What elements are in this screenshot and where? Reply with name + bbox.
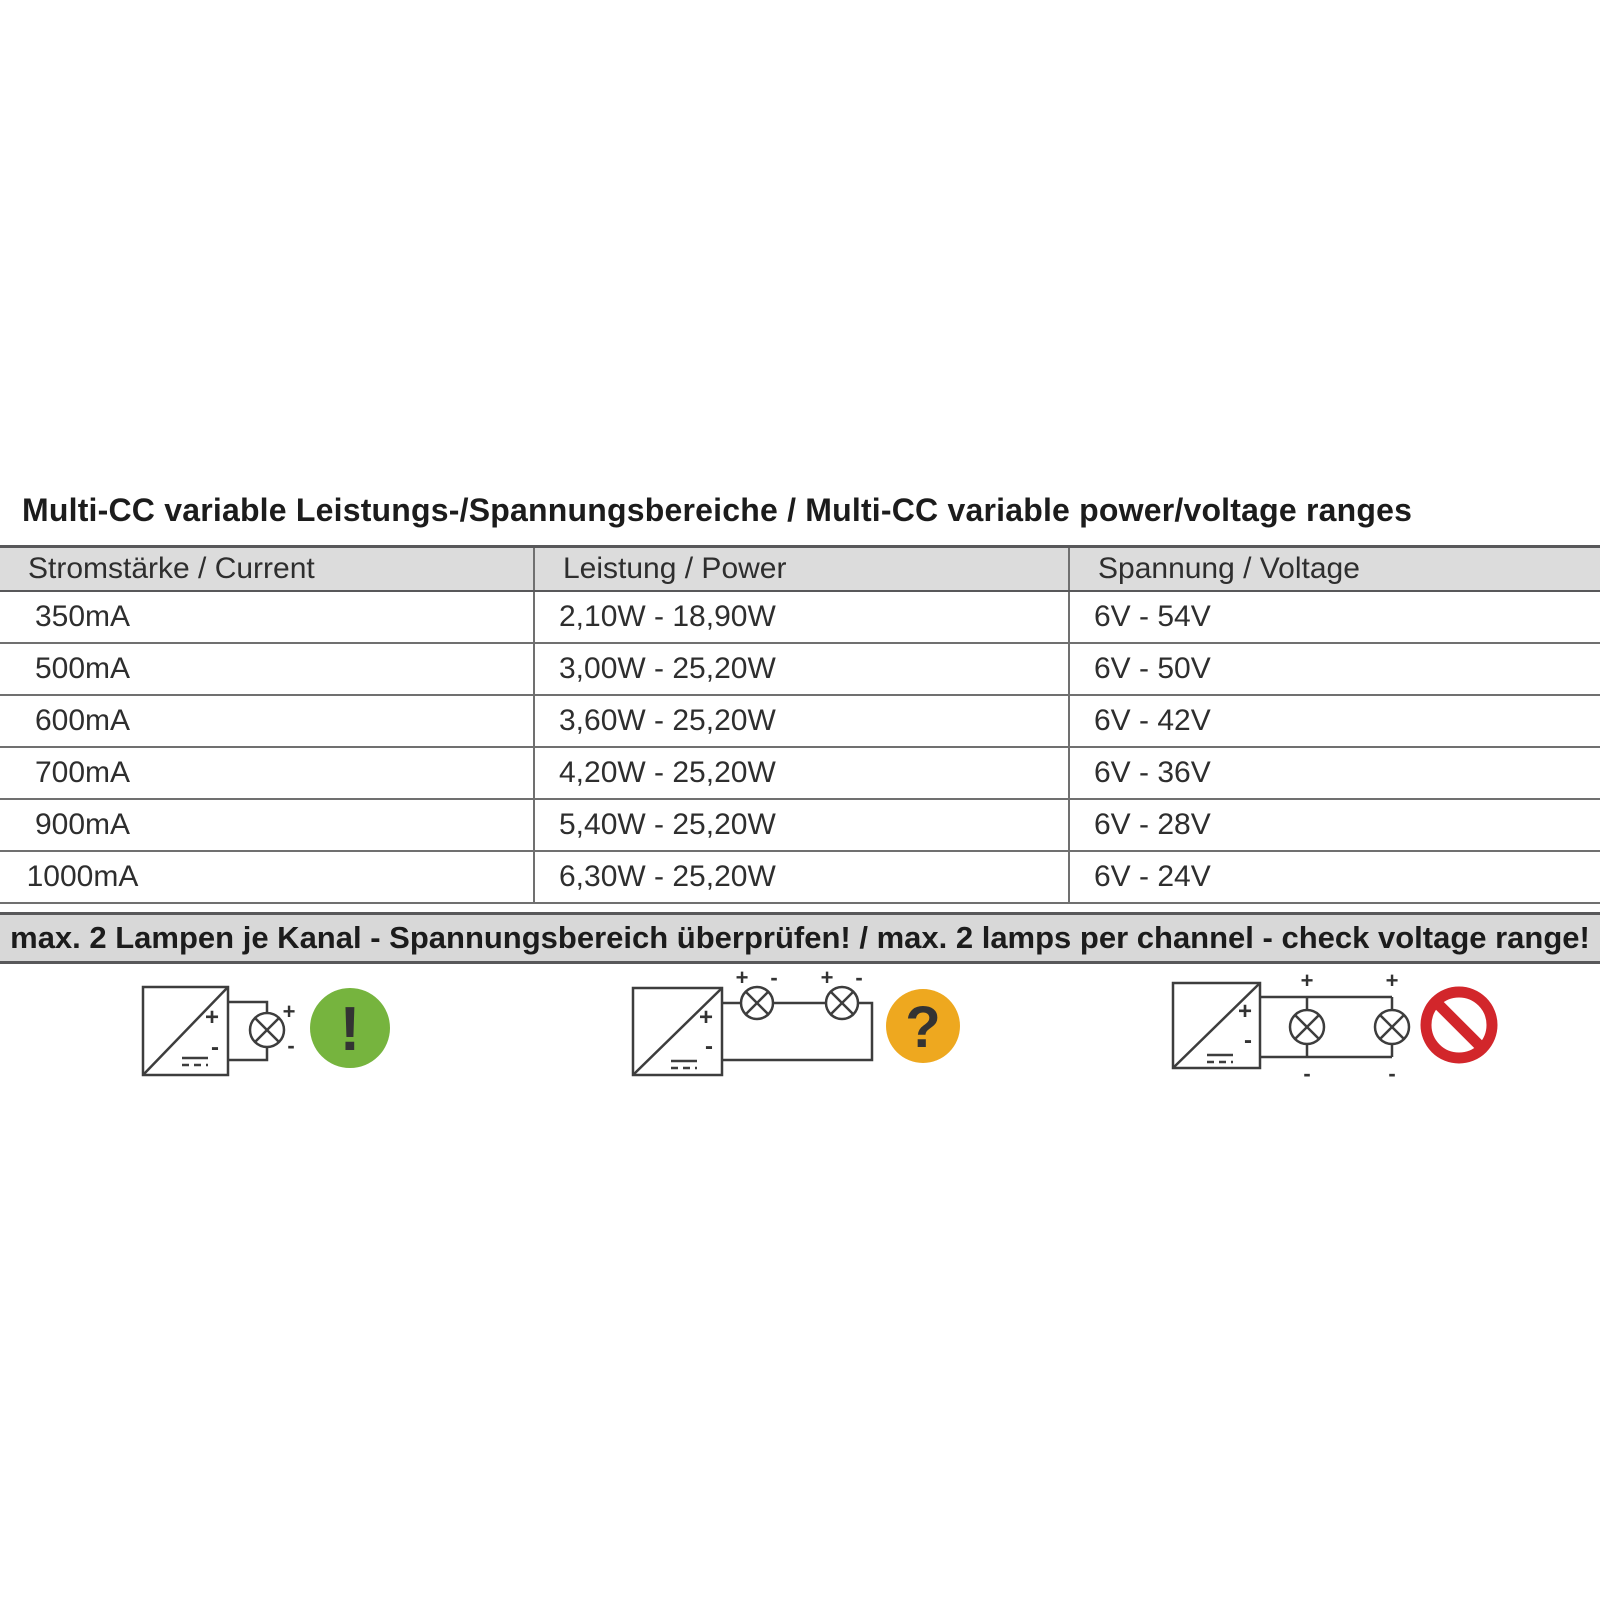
column-header-current: Stromstärke / Current (0, 547, 534, 592)
minus-label: - (770, 965, 778, 990)
minus-label: - (1388, 1061, 1396, 1086)
cell-power: 5,40W - 25,20W (534, 799, 1069, 851)
wiring-diagrams (0, 955, 1600, 1125)
table-row (0, 747, 1600, 799)
diagram-two-lamps-parallel-forbidden (1173, 968, 1492, 1086)
cell-power: 3,00W - 25,20W (534, 643, 1069, 695)
no-entry-slash (1436, 1002, 1482, 1048)
page-title: Multi-CC variable Leistungs-/Spannungsbereiche / Multi-CC variable power/voltage ranges (22, 492, 1413, 528)
table-row (0, 851, 1600, 903)
plus-label: + (1300, 968, 1314, 993)
warning-text: max. 2 Lampen je Kanal - Spannungsbereich überprüfen! / max. 2 lamps per channel - check voltage range! (10, 920, 1590, 955)
no-entry-icon (1426, 992, 1492, 1058)
cell-current: 700mA (34, 756, 131, 789)
table-row (0, 591, 1600, 643)
minus-label: - (211, 1034, 219, 1061)
plus-label: + (1237, 998, 1253, 1025)
minus-label: - (855, 965, 863, 990)
cell-current: 900mA (34, 808, 131, 841)
cell-current: 1000mA (26, 860, 139, 893)
cell-voltage: 6V - 42V (1069, 695, 1600, 747)
minus-label: - (705, 1033, 713, 1060)
plus-label: + (204, 1004, 220, 1031)
exclamation-glyph: ! (339, 995, 361, 1064)
plus-label: + (1385, 968, 1399, 993)
table-row (0, 799, 1600, 851)
cell-power: 4,20W - 25,20W (534, 747, 1069, 799)
plus-label: + (735, 965, 749, 990)
cell-voltage: 6V - 50V (1069, 643, 1600, 695)
table-row (0, 643, 1600, 695)
cell-current: 600mA (34, 704, 131, 737)
cell-power: 2,10W - 18,90W (534, 591, 1069, 643)
cell-voltage: 6V - 24V (1069, 851, 1600, 903)
table-header-row (0, 547, 1600, 592)
power-voltage-table (0, 545, 1600, 904)
cell-current: 500mA (34, 652, 131, 685)
question-glyph: ? (905, 995, 941, 1060)
diagram-two-lamps-series-caution (633, 965, 960, 1075)
plus-label: + (820, 965, 834, 990)
minus-label: - (1244, 1027, 1252, 1054)
cell-current: 350mA (34, 600, 131, 633)
cell-power: 3,60W - 25,20W (534, 695, 1069, 747)
diagram-single-lamp-ok (143, 987, 390, 1075)
plus-label: + (282, 999, 296, 1024)
cell-voltage: 6V - 54V (1069, 591, 1600, 643)
table-row (0, 695, 1600, 747)
column-header-power: Leistung / Power (534, 547, 1069, 592)
cell-power: 6,30W - 25,20W (534, 851, 1069, 903)
cell-voltage: 6V - 28V (1069, 799, 1600, 851)
plus-label: + (698, 1004, 714, 1031)
minus-label: - (287, 1033, 295, 1058)
cell-voltage: 6V - 36V (1069, 747, 1600, 799)
minus-label: - (1303, 1061, 1311, 1086)
column-header-voltage: Spannung / Voltage (1069, 547, 1600, 592)
